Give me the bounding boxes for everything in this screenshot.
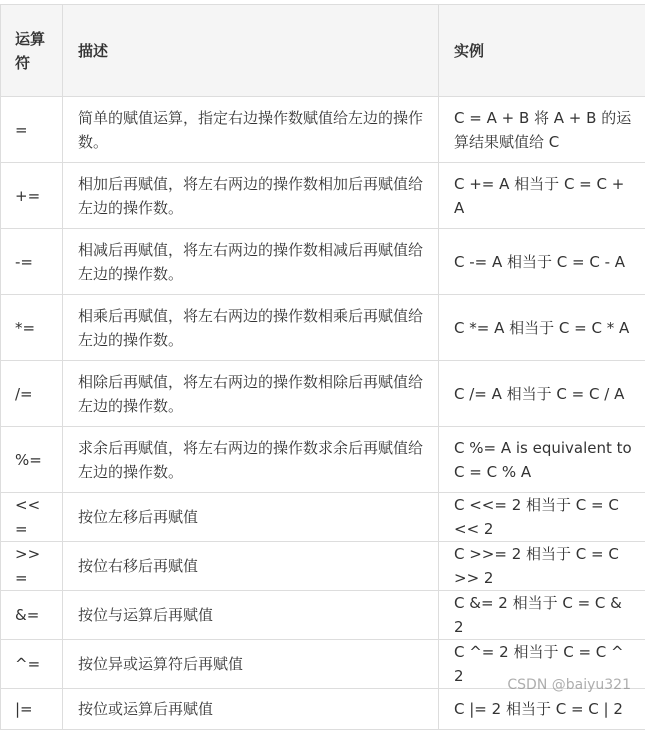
operator-cell: += <box>1 163 63 229</box>
table-row <box>1 97 645 163</box>
example-cell: C %= A is equivalent to C = C % A <box>439 427 645 493</box>
table-row <box>1 295 645 361</box>
operator-cell: |= <box>1 689 63 730</box>
table-row <box>1 229 645 295</box>
example-cell: C = A + B 将 A + B 的运算结果赋值给 C <box>439 97 645 163</box>
example-cell: C ^= 2 相当于 C = C ^ 2 <box>439 640 645 689</box>
example-cell: C <<= 2 相当于 C = C << 2 <box>439 493 645 542</box>
example-cell: C /= A 相当于 C = C / A <box>439 361 645 427</box>
operator-cell: <<= <box>1 493 63 542</box>
table-row <box>1 163 645 229</box>
description-cell: 求余后再赋值，将左右两边的操作数求余后再赋值给左边的操作数。 <box>63 427 439 493</box>
example-cell: C -= A 相当于 C = C - A <box>439 229 645 295</box>
table-row <box>1 361 645 427</box>
description-cell: 相减后再赋值，将左右两边的操作数相减后再赋值给左边的操作数。 <box>63 229 439 295</box>
operator-cell: = <box>1 97 63 163</box>
header-operator: 运算符 <box>1 5 63 97</box>
operator-cell: /= <box>1 361 63 427</box>
description-cell: 相乘后再赋值，将左右两边的操作数相乘后再赋值给左边的操作数。 <box>63 295 439 361</box>
description-cell: 按位异或运算符后再赋值 <box>63 640 439 689</box>
table-row <box>1 427 645 493</box>
header-description: 描述 <box>63 5 439 97</box>
operator-cell: *= <box>1 295 63 361</box>
description-cell: 相除后再赋值，将左右两边的操作数相除后再赋值给左边的操作数。 <box>63 361 439 427</box>
description-cell: 相加后再赋值，将左右两边的操作数相加后再赋值给左边的操作数。 <box>63 163 439 229</box>
operator-cell: >>= <box>1 542 63 591</box>
operator-cell: %= <box>1 427 63 493</box>
description-cell: 按位右移后再赋值 <box>63 542 439 591</box>
assignment-operators-table <box>0 4 645 730</box>
table-row <box>1 493 645 542</box>
description-cell: 按位或运算后再赋值 <box>63 689 439 730</box>
table-header-row <box>1 5 645 97</box>
example-cell: C >>= 2 相当于 C = C >> 2 <box>439 542 645 591</box>
example-cell: C &= 2 相当于 C = C & 2 <box>439 591 645 640</box>
table-row <box>1 591 645 640</box>
example-cell: C += A 相当于 C = C + A <box>439 163 645 229</box>
table-row <box>1 689 645 730</box>
description-cell: 按位与运算后再赋值 <box>63 591 439 640</box>
operator-cell: -= <box>1 229 63 295</box>
description-cell: 按位左移后再赋值 <box>63 493 439 542</box>
description-cell: 简单的赋值运算，指定右边操作数赋值给左边的操作数。 <box>63 97 439 163</box>
table-row <box>1 542 645 591</box>
example-cell: C |= 2 相当于 C = C | 2 <box>439 689 645 730</box>
operator-cell: ^= <box>1 640 63 689</box>
csdn-watermark: CSDN @baiyu321 <box>507 677 631 693</box>
example-cell: C *= A 相当于 C = C * A <box>439 295 645 361</box>
operator-cell: &= <box>1 591 63 640</box>
header-example: 实例 <box>439 5 645 97</box>
